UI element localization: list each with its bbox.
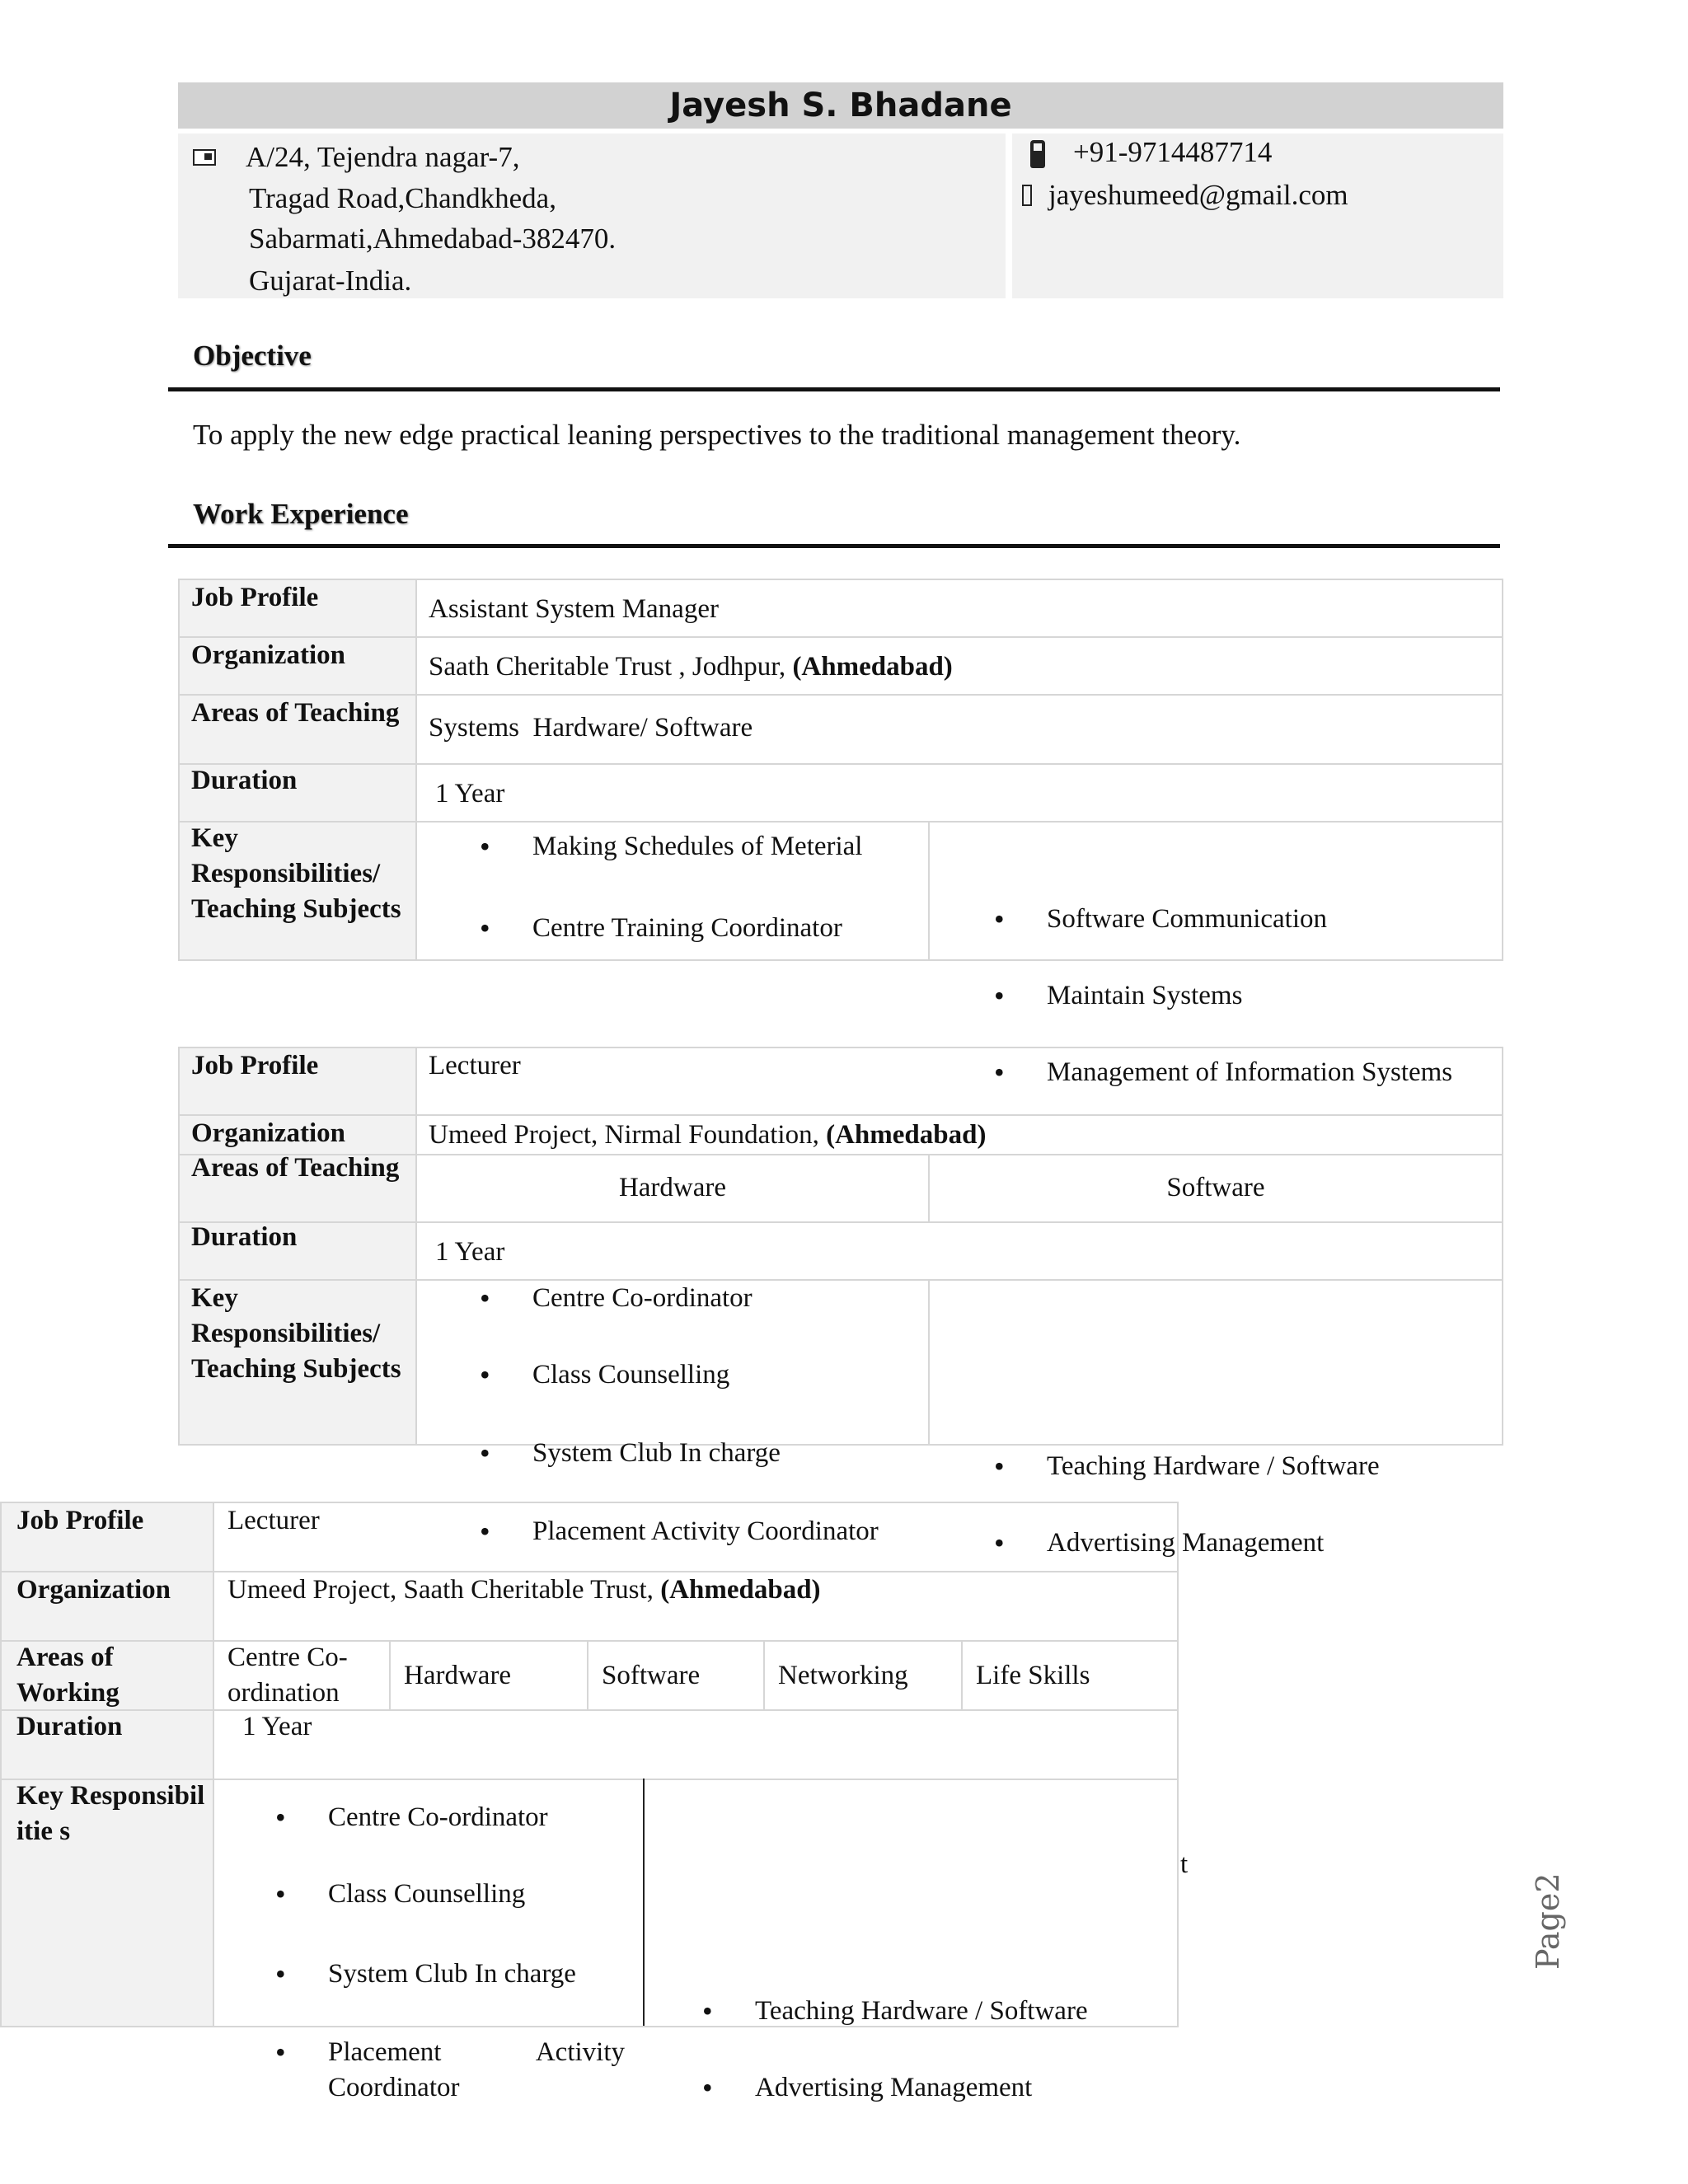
email-address: jayeshumeed@gmail.com: [1048, 179, 1348, 211]
column-divider: [389, 1640, 391, 1709]
job-profile-label: Job Profile: [191, 583, 319, 612]
row-divider: [180, 1114, 1502, 1116]
phone-number: +91-9714487714: [1073, 136, 1273, 168]
list-item: • Centre Training Coordinator: [480, 911, 1688, 946]
list-item: • Advertising Management: [994, 1526, 1688, 1561]
list-item: • Management of Information Systems: [994, 1055, 1688, 1090]
email-icon: [1022, 185, 1032, 206]
list-item: • Maintain Systems: [994, 978, 1688, 1014]
job-profile-value: Lecturer: [429, 1051, 521, 1080]
area-life-skills: Life Skills: [976, 1661, 1090, 1690]
job-table-2: [178, 1047, 1503, 1558]
address-line-2: Tragad Road,Chandkheda,: [249, 182, 556, 214]
column-divider: [763, 1640, 765, 1709]
list-item: • Class Counselling: [275, 1877, 1451, 1912]
work-experience-rule: [168, 544, 1500, 548]
responsibilities-label: Key Responsibilities/ Teaching Subjects: [191, 1283, 401, 1384]
row-divider: [180, 1221, 1502, 1223]
duration-value: 1 Year: [435, 1237, 505, 1267]
list-item: • Teaching Hardware / Software: [994, 1449, 1688, 1484]
organization-value: Umeed Project, Nirmal Foundation, (Ahmedabad): [429, 1120, 987, 1150]
job-profile-label: Job Profile: [191, 1051, 319, 1080]
duration-label: Duration: [16, 1712, 123, 1741]
work-experience-heading: Work Experience: [193, 498, 409, 530]
column-divider: [587, 1640, 588, 1709]
list-item: • System Club In charge: [480, 1436, 1688, 1471]
mobile-phone-icon: [1030, 140, 1045, 168]
areas-label: Areas of Working: [16, 1643, 120, 1708]
column-divider: [213, 1503, 214, 2026]
list-item: • Making Schedules of Meterial: [480, 829, 1688, 865]
job-profile-label: Job Profile: [16, 1506, 144, 1535]
objective-heading: Objective: [193, 340, 312, 372]
address-card-icon: [193, 149, 216, 166]
duration-label: Duration: [191, 766, 298, 795]
address-line-3: Sabarmati,Ahmedabad-382470.: [249, 223, 617, 255]
page-number: Page2: [1530, 1872, 1566, 1970]
organization-label: Organization: [16, 1575, 171, 1605]
organization-label: Organization: [191, 1118, 345, 1148]
organization-label: Organization: [191, 640, 345, 670]
list-item: • Teaching Hardware / Software: [702, 1994, 1688, 2029]
areas-label: Areas of Teaching: [191, 1153, 400, 1183]
list-item: • Centre Co-ordinator: [480, 1281, 1688, 1316]
area-hardware: Hardware: [404, 1661, 512, 1690]
list-item: • Placement Activity Coordinator: [480, 1514, 1688, 1549]
area-hardware: Hardware: [618, 1173, 727, 1202]
duration-value: 1 Year: [242, 1712, 312, 1741]
list-item: • Software Communication: [994, 902, 1688, 937]
column-divider: [415, 1048, 417, 1444]
job-profile-value: Assistant System Manager: [429, 594, 719, 624]
list-item: • Advertising Management: [702, 2070, 1688, 2106]
list-item: • Placement Activity Coordinator: [275, 2035, 625, 2106]
row-divider: [180, 763, 1502, 765]
job-profile-value: Lecturer: [227, 1506, 320, 1535]
area-software: Software: [1166, 1173, 1265, 1202]
area-networking: Networking: [778, 1661, 908, 1690]
duration-label: Duration: [191, 1222, 298, 1252]
stray-character: t: [1180, 1849, 1189, 1879]
area-software: Software: [602, 1661, 701, 1690]
list-item: • System Club In charge: [275, 1957, 1451, 1992]
objective-text: To apply the new edge practical leaning perspectives to the traditional management theory.: [193, 419, 1241, 451]
area-centre-coordination: Centre Co-ordination: [227, 1643, 348, 1708]
organization-value: Umeed Project, Saath Cheritable Trust, (Ahmedabad): [227, 1575, 821, 1605]
column-divider: [961, 1640, 963, 1709]
responsibilities-label: Key Responsibilities/ Teaching Subjects: [191, 823, 401, 924]
duration-value: 1 Year: [435, 779, 505, 808]
job-table-3: [0, 1502, 1179, 2102]
row-divider: [180, 636, 1502, 638]
address-line-4: Gujarat-India.: [249, 265, 412, 297]
address-line-1: A/24, Tejendra nagar-7,: [246, 141, 520, 173]
responsibilities-label: Key Responsibilitie s: [16, 1781, 205, 1846]
organization-value: Saath Cheritable Trust , Jodhpur, (Ahmedabad): [429, 652, 953, 682]
areas-value: Systems Hardware/ Software: [429, 713, 753, 743]
list-item: • Centre Co-ordinator: [275, 1800, 1451, 1835]
objective-rule: [168, 387, 1500, 391]
list-item: • Class Counselling: [480, 1357, 1688, 1393]
candidate-name: Jayesh S. Bhadane: [178, 82, 1503, 129]
areas-label: Areas of Teaching: [191, 698, 400, 728]
